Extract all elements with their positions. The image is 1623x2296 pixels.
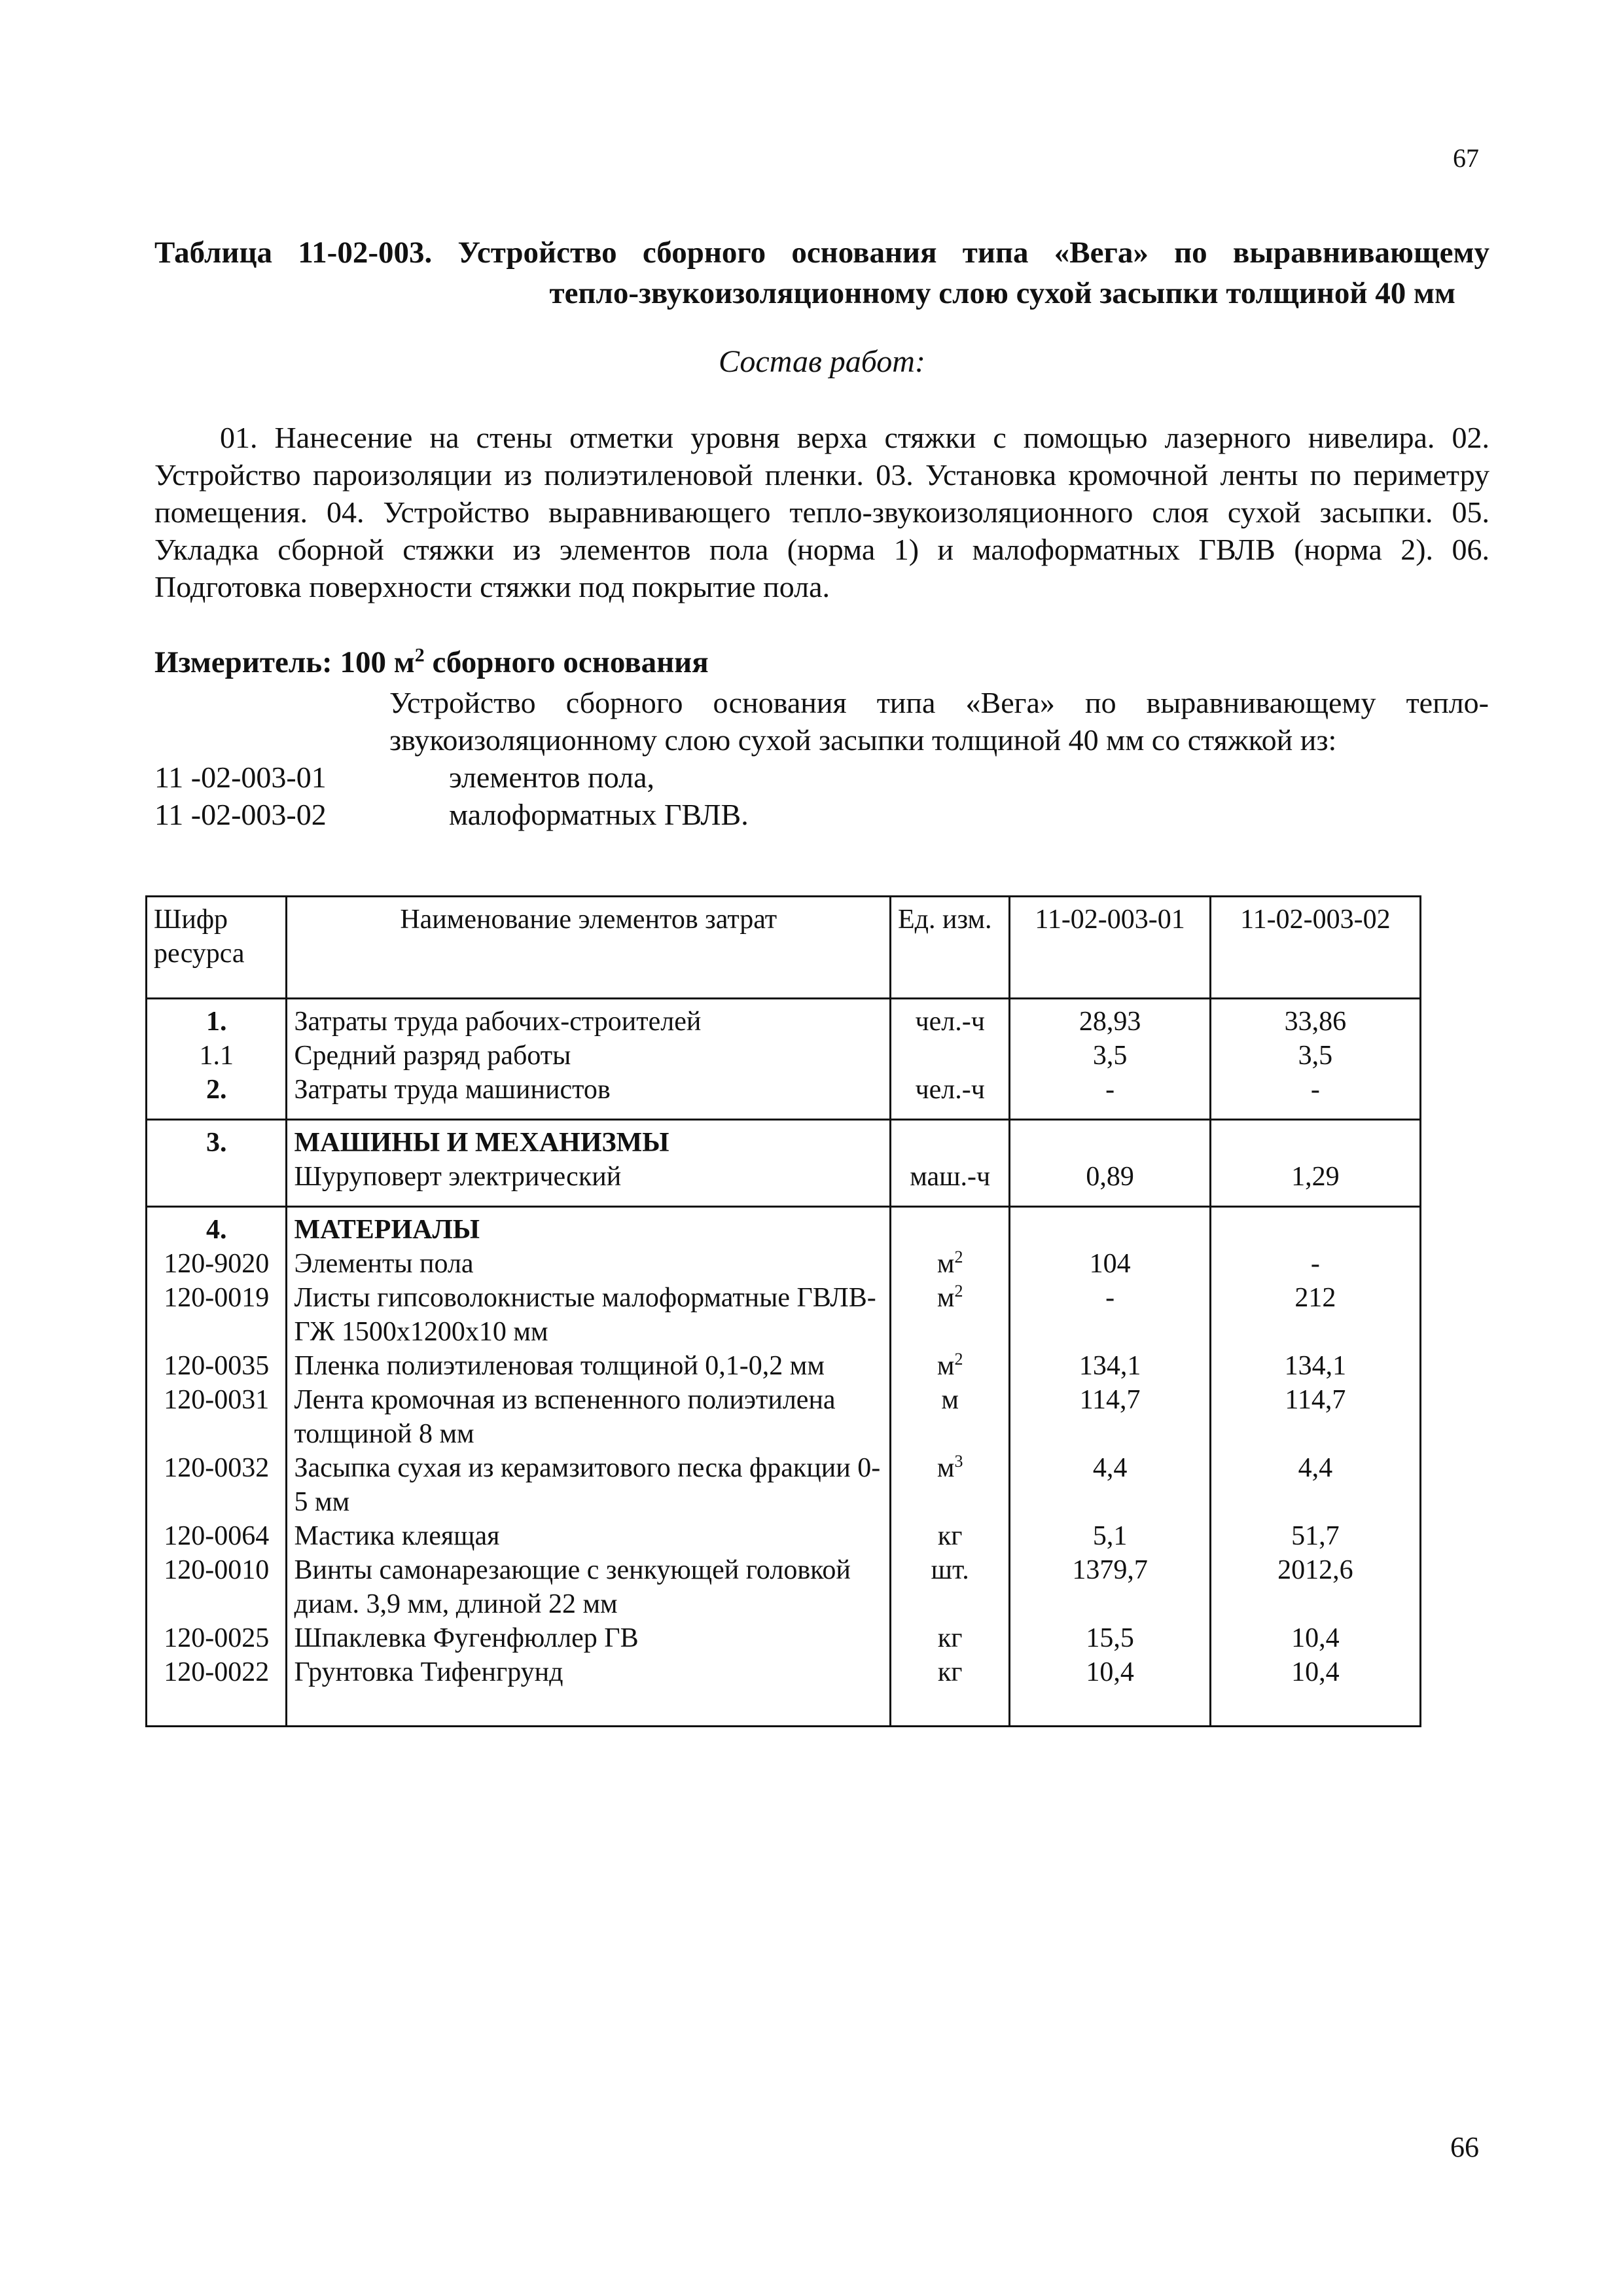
unit-superscript: 3 xyxy=(954,1452,963,1471)
norm-2-value: 33,86 xyxy=(1210,999,1420,1039)
norm-2-value: 4,4 xyxy=(1210,1451,1420,1519)
unit-cell xyxy=(890,1349,1009,1383)
value-cell xyxy=(1210,1120,1420,1160)
meter-suffix: сборного основания xyxy=(424,645,709,679)
norm-2-value: 114,7 xyxy=(1210,1383,1420,1451)
norm-1-value: 0,89 xyxy=(1010,1160,1210,1207)
header-norm-2: 11-02-003-02 xyxy=(1210,897,1420,999)
value-cell xyxy=(1010,1207,1210,1247)
section-title: МАШИНЫ И МЕХАНИЗМЫ xyxy=(287,1120,890,1160)
meter-superscript: 2 xyxy=(414,644,425,666)
norm-2-value: - xyxy=(1210,1073,1420,1120)
materials-section xyxy=(147,1207,1421,1727)
table-row xyxy=(147,1621,1421,1655)
section-code: 4. xyxy=(147,1207,287,1247)
value-cell xyxy=(1010,1120,1210,1160)
norm-1-value: - xyxy=(1010,1073,1210,1120)
norm-code-row xyxy=(154,759,1489,796)
norm-code: 11 -02-003-02 xyxy=(154,798,327,831)
resource-code: 1.1 xyxy=(147,1039,287,1073)
table-title xyxy=(154,232,1489,314)
unit-label: кг xyxy=(937,1521,963,1551)
norm-1-value: 4,4 xyxy=(1010,1451,1210,1519)
header-norm-1: 11-02-003-01 xyxy=(1010,897,1210,999)
norm-1-value: 114,7 xyxy=(1010,1383,1210,1451)
norm-2-value: 212 xyxy=(1210,1281,1420,1349)
resource-name: Пленка полиэтиленовая толщиной 0,1-0,2 мм xyxy=(287,1349,890,1383)
section-title-row xyxy=(147,1207,1421,1247)
resource-code: 120-0019 xyxy=(147,1281,287,1349)
unit-cell xyxy=(890,1073,1009,1120)
norm-1-value: 1379,7 xyxy=(1010,1553,1210,1621)
resource-code: 120-0035 xyxy=(147,1349,287,1383)
norm-2-value: - xyxy=(1210,1247,1420,1281)
resource-name: Шуруповерт электрический xyxy=(287,1160,890,1207)
resource-name: Лента кромочная из вспененного полиэтилена толщиной 8 мм xyxy=(287,1383,890,1451)
unit-superscript: 2 xyxy=(954,1282,963,1300)
resource-code: 120-0022 xyxy=(147,1655,287,1727)
header-unit: Ед. изм. xyxy=(890,897,1009,999)
unit-cell xyxy=(890,1621,1009,1655)
norm-1-value: 5,1 xyxy=(1010,1519,1210,1553)
resource-code: 2. xyxy=(147,1073,287,1120)
unit-cell xyxy=(890,1160,1009,1207)
resource-code: 1. xyxy=(147,999,287,1039)
norm-code-name: малоформатных ГВЛВ. xyxy=(449,798,749,831)
norm-code: 11 -02-003-01 xyxy=(154,761,327,794)
unit-cell xyxy=(890,1383,1009,1451)
resource-code: 120-0010 xyxy=(147,1553,287,1621)
resource-name: Грунтовка Тифенгрунд xyxy=(287,1655,890,1727)
table-row xyxy=(147,1383,1421,1451)
resource-name: Затраты труда машинистов xyxy=(287,1073,890,1120)
norm-2-value: 134,1 xyxy=(1210,1349,1420,1383)
resource-name: Мастика клеящая xyxy=(287,1519,890,1553)
table-row xyxy=(147,1655,1421,1727)
unit-cell xyxy=(890,1281,1009,1349)
page-number-top: 67 xyxy=(1453,143,1479,173)
unit-cell xyxy=(890,1207,1009,1247)
norm-2-value: 10,4 xyxy=(1210,1655,1420,1727)
unit-label: м xyxy=(936,1453,955,1483)
unit-cell xyxy=(890,1553,1009,1621)
table-row xyxy=(147,1039,1421,1073)
header-code: Шифр ресурса xyxy=(147,897,287,999)
meter-line xyxy=(154,645,709,680)
unit-label: м xyxy=(936,1351,955,1381)
unit-label: м xyxy=(936,1283,955,1313)
norm-1-value: 3,5 xyxy=(1010,1039,1210,1073)
table-row xyxy=(147,1247,1421,1281)
table-title-line-1: Таблица 11-02-003. Устройство сборного основания типа «Вега» по выравнивающему xyxy=(154,236,1489,270)
unit-label: кг xyxy=(937,1657,963,1687)
resource-name: Засыпка сухая из керамзитового песка фракции 0-5 мм xyxy=(287,1451,890,1519)
resource-code: 120-9020 xyxy=(147,1247,287,1281)
resource-table xyxy=(145,895,1421,1727)
table-row xyxy=(147,1553,1421,1621)
unit-cell xyxy=(890,1247,1009,1281)
section-title: МАТЕРИАЛЫ xyxy=(287,1207,890,1247)
unit-cell xyxy=(890,999,1009,1039)
table-row xyxy=(147,999,1421,1039)
unit-label: шт. xyxy=(931,1555,969,1585)
norm-2-value: 10,4 xyxy=(1210,1621,1420,1655)
resource-code: 120-0031 xyxy=(147,1383,287,1451)
unit-cell xyxy=(890,1120,1009,1160)
section-code: 3. xyxy=(147,1120,287,1160)
unit-label: чел.-ч xyxy=(915,1007,985,1037)
table-header-row xyxy=(147,897,1421,999)
norm-code-row xyxy=(154,796,1489,833)
table-row xyxy=(147,1281,1421,1349)
norm-code-name: элементов пола, xyxy=(449,761,655,794)
resource-name: Шпаклевка Фугенфюллер ГВ xyxy=(287,1621,890,1655)
resource-name: Затраты труда рабочих-строителей xyxy=(287,999,890,1039)
labor-section xyxy=(147,999,1421,1120)
norm-1-value: 10,4 xyxy=(1010,1655,1210,1727)
resource-code: 120-0025 xyxy=(147,1621,287,1655)
unit-superscript: 2 xyxy=(954,1350,963,1369)
norm-2-value: 1,29 xyxy=(1210,1160,1420,1207)
meter-prefix: Измеритель: 100 м xyxy=(154,645,415,679)
resource-code xyxy=(147,1160,287,1207)
unit-cell xyxy=(890,1519,1009,1553)
section-title-row xyxy=(147,1120,1421,1160)
unit-cell xyxy=(890,1451,1009,1519)
works-heading: Состав работ: xyxy=(719,344,925,379)
table-title-line-2: тепло-звукоизоляционному слою сухой засыпки толщиной 40 мм xyxy=(549,276,1455,310)
norm-1-value: 28,93 xyxy=(1010,999,1210,1039)
norm-2-value: 51,7 xyxy=(1210,1519,1420,1553)
unit-label: м xyxy=(941,1385,959,1415)
norm-1-value: - xyxy=(1010,1281,1210,1349)
norm-1-value: 104 xyxy=(1010,1247,1210,1281)
unit-cell xyxy=(890,1655,1009,1727)
resource-code: 120-0064 xyxy=(147,1519,287,1553)
table-row xyxy=(147,1160,1421,1207)
table-row xyxy=(147,1519,1421,1553)
resource-name: Элементы пола xyxy=(287,1247,890,1281)
norm-2-value: 3,5 xyxy=(1210,1039,1420,1073)
unit-label: м xyxy=(936,1249,955,1279)
resource-name: Листы гипсоволокнистые малоформатные ГВЛВ-ГЖ 1500х1200х10 мм xyxy=(287,1281,890,1349)
unit-superscript: 2 xyxy=(954,1247,963,1266)
norm-1-value: 15,5 xyxy=(1010,1621,1210,1655)
unit-label: чел.-ч xyxy=(915,1075,985,1105)
table-row xyxy=(147,1451,1421,1519)
unit-label: маш.-ч xyxy=(910,1162,991,1192)
machines-section xyxy=(147,1120,1421,1207)
resource-name: Средний разряд работы xyxy=(287,1039,890,1073)
unit-cell xyxy=(890,1039,1009,1073)
unit-label: кг xyxy=(937,1623,963,1653)
resource-name: Винты самонарезающие с зенкующей головкой диам. 3,9 мм, длиной 22 мм xyxy=(287,1553,890,1621)
norm-1-value: 134,1 xyxy=(1010,1349,1210,1383)
table-row xyxy=(147,1349,1421,1383)
works-description: 01. Нанесение на стены отметки уровня верха стяжки с помощью лазерного нивелира. 02. Устройство пароизоляции из полиэтиленовой пленки. 03. Установка кромочной ленты по периметру помещения. 04. Устройство выравнивающего тепло-звукоизоляционного слоя сухой засыпки. 05. Укладка сборной стяжки из элементов пола (норма 1) и малоформатных ГВЛВ (норма 2). 06. Подготовка поверхности стяжки под покрытие пола. xyxy=(154,421,1489,603)
header-name: Наименование элементов затрат xyxy=(287,897,890,999)
norm-description: Устройство сборного основания типа «Вега» по выравнивающему тепло-звукоизоляционному слою сухой засыпки толщиной 40 мм со стяжкой из: xyxy=(389,686,1489,757)
table-row xyxy=(147,1073,1421,1120)
norm-2-value: 2012,6 xyxy=(1210,1553,1420,1621)
page-number-bottom: 66 xyxy=(1450,2131,1479,2163)
value-cell xyxy=(1210,1207,1420,1247)
resource-code: 120-0032 xyxy=(147,1451,287,1519)
